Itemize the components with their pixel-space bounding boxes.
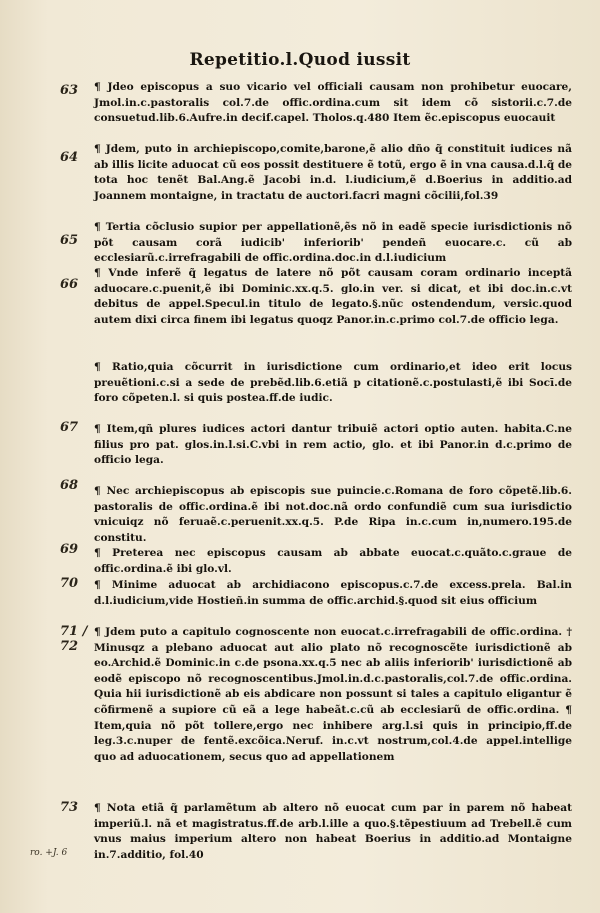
paragraph-68: ¶ Nec archiepiscopus ab episcopis sue puincie.c.Romana de foro cõpetẽ.lib.6. pastoralis de offic.ordina.ẽ ibi not.doc.nã ordo confundiẽ cum sua iurisdictio vnicuiqz nõ feruaẽ.c.peruenit.xx.q.5. P.de Ripa in.c.cum in,numero.195.de constitu. bbox=[94, 485, 572, 544]
margin-number-73: 73 bbox=[60, 800, 79, 815]
margin-number-68: 68 bbox=[60, 478, 79, 493]
margin-number-66: 66 bbox=[60, 277, 79, 292]
margin-number-63: 63 bbox=[60, 83, 79, 98]
margin-number-65: 65 bbox=[60, 233, 79, 248]
paragraph-67: ¶ Item,qñ plures iudices actori dantur tribuiẽ actori optio auten. habita.C.ne filius pro pat. glos.in.l.si.C.vbi in rem actio, glo. et ibi Panor.in d.c.primo de officio lega. bbox=[94, 423, 572, 467]
margin-number-71-72: 71 / 72 bbox=[60, 624, 88, 654]
running-header: Repetitio.l.Quod iussit bbox=[189, 50, 411, 70]
paragraph-71-72: ¶ Jdem puto a capitulo cognoscente non euocat.c.irrefragabili de offic.ordina. † Minusqz a plebano aduocat aut alio plato nõ recognoscẽte iurisdictionẽ ab eo.Archid.ẽ Dominic.in c.de psona.xx.q.5 nec ab aliis inferiorib' iurisdictionẽ ab eodẽ episcopo nõ recognoscentibus.Jmol.in.d.c.pastoralis,col.7.de offic.ordina. Quia hii iurisdictionẽ ab eis abdicare non possunt si tales a capitulo eligantur ẽ cõfirmenẽ a supiore cũ eã a lege habeãt.c.cũ ab ecclesiarũ de offic.ordina. ¶ Item,quia nõ põt tollere,ergo nec inhibere arg.l.si quis in principio,ff.de leg.3.c.nuper de fentẽ.excõica.Neruf. in.c.vt nostrum,col.4.de appel.intellige quo ad aduocationem, secus quo ad appellationem bbox=[94, 626, 572, 763]
margin-number-64: 64 bbox=[60, 150, 79, 165]
margin-number-70: 70 bbox=[60, 576, 79, 591]
corner-note: ro. +J. 6 bbox=[30, 848, 68, 858]
paragraph-69: ¶ Preterea nec episcopus causam ab abbate euocat.c.quãto.c.graue de offic.ordina.ẽ ibi glo.vl. bbox=[94, 547, 572, 575]
paragraph-65: ¶ Tertia cõclusio supior per appellationẽ,ẽs nõ in eadẽ specie iurisdictionis nõ põt causam corã iudicib' inferiorib' pendeñ euocare.c. cũ ab ecclesiarũ.c.irrefragabili de offic.ordina.doc.in d.l.iudicium bbox=[94, 221, 572, 265]
paragraph-66: ¶ Vnde inferẽ q̃ legatus de latere nõ põt causam coram ordinario inceptã aduocare.c.puenit,ẽ ibi Dominic.xx.q.5. glo.in ver. si dicat, et ibi doc.in.c.vt debitus de appel.Specul.in titulo de legato.§.nũc ostendendum, versic.quod autem dixi circa finem ibi legatus quoqz Panor.in.c.primo col.7.de officio lega. bbox=[94, 267, 572, 326]
paragraph-ratio: ¶ Ratio,quia cõcurrit in iurisdictione cum ordinario,et ideo erit locus preuẽtioni.c.si a sede de prebẽd.lib.6.etiã p citationẽ.c.postulasti,ẽ ibi Socī.de foro cõpeten.l. si quis postea.ff.de iudic. bbox=[94, 361, 572, 405]
text-column bbox=[94, 80, 572, 879]
margin-number-67: 67 bbox=[60, 420, 79, 435]
paragraph-70: ¶ Minime aduocat ab archidiacono episcopus.c.7.de excess.prela. Bal.in d.l.iudicium,vide Hostieñ.in summa de offic.archid.§.quod sit eius officium bbox=[94, 579, 572, 607]
paragraph-73: ¶ Nota etiã q̃ parlamẽtum ab altero nõ euocat cum par in parem nõ habeat imperiũ.l. nã et magistratus.ff.de arb.l.ille a quo.§.tẽpestiuum ad Trebell.ẽ cum vnus maius imperium altero non habeat Boerius in additio.ad Montaigne in.7.additio, fol.40 bbox=[94, 802, 572, 861]
paragraph-63: ¶ Jdeo episcopus a suo vicario vel officiali causam non prohibetur euocare, Jmol.in.c.pastoralis col.7.de offic.ordina.cum sit idem cõ sistorii.c.7.de consuetud.lib.6.Aufre.in decif.capel. Tholos.q.480 Item ẽc.episcopus euocauit bbox=[94, 81, 572, 125]
margin-number-69: 69 bbox=[60, 542, 79, 557]
paragraph-64: ¶ Jdem, puto in archiepiscopo,comite,barone,ẽ alio dño q̃ constituit iudices nã ab illis licite aduocat cũ eos possit destituere ẽ totũ, ergo ẽ in vna causa.d.l.q̃ de tota hoc tenẽt Bal.Ang.ẽ Jacobi in.d. l.iudicium,ẽ d.Boerius in additio.ad Joannem montaigne, in tractatu de auctori.facri magni cõcilii,fol.39 bbox=[94, 143, 572, 202]
